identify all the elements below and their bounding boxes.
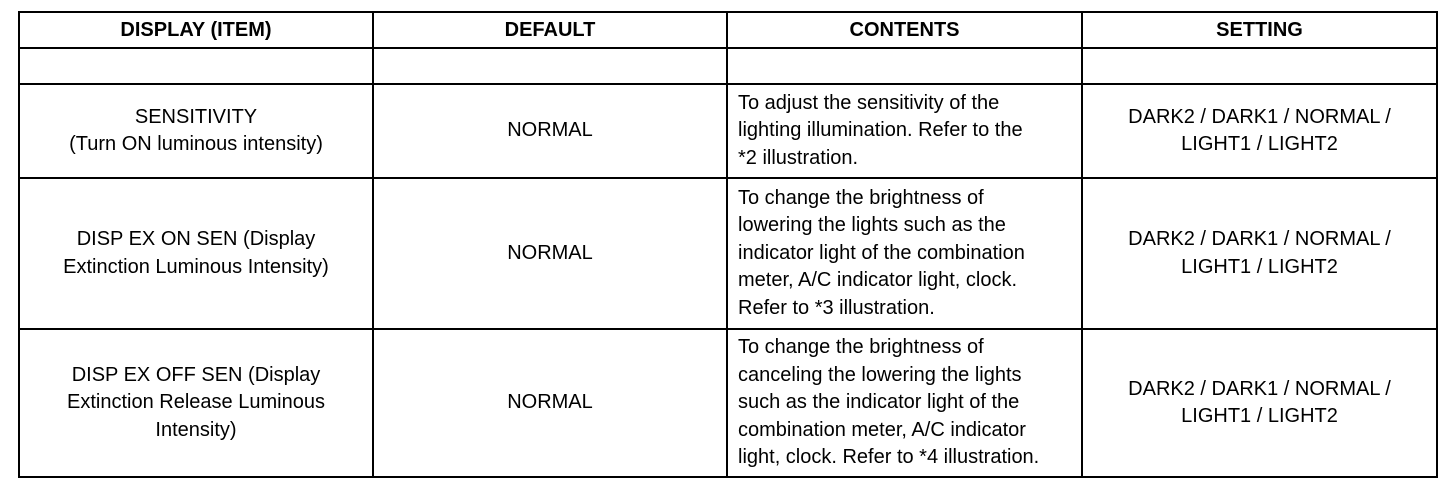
setting-cell: [1082, 178, 1437, 329]
setting-line: LIGHT1 / LIGHT2: [1181, 255, 1338, 278]
display-item-line: DISP EX OFF SEN (Display: [71, 363, 321, 386]
display-item-cell: [19, 178, 373, 329]
display-item-line: DISP EX ON SEN (Display: [76, 228, 316, 250]
header-row: [19, 12, 1437, 48]
contents-line: canceling the lowering the lights: [738, 363, 1022, 386]
contents-cell: [727, 178, 1082, 329]
contents-line: Refer to *3 illustration.: [738, 296, 935, 319]
contents-line: light, clock. Refer to *4 illustration.: [738, 446, 1040, 469]
contents-line: combination meter, A/C indicator: [738, 418, 1026, 441]
setting-line: DARK2 / DARK1 / NORMAL /: [1128, 228, 1391, 250]
contents-cell: [727, 329, 1082, 477]
header-display-item: DISPLAY (ITEM): [19, 12, 373, 48]
setting-cell: [1082, 329, 1437, 477]
contents-line: indicator light of the combination: [738, 241, 1025, 264]
display-item-line: Intensity): [155, 418, 237, 441]
header-separator: [19, 48, 1437, 84]
header-contents: CONTENTS: [727, 12, 1082, 48]
display-item-line: (Turn ON luminous intensity): [69, 133, 323, 155]
display-item-line: Extinction Release Luminous: [67, 391, 325, 414]
header-setting: SETTING: [1082, 12, 1437, 48]
contents-line: lighting illumination. Refer to the: [738, 119, 1023, 142]
display-item-cell: [19, 329, 373, 477]
setting-line: LIGHT1 / LIGHT2: [1181, 133, 1338, 155]
display-item-line: Extinction Luminous Intensity): [63, 255, 329, 278]
setting-cell: [1082, 84, 1437, 178]
contents-line: To adjust the sensitivity of the: [738, 91, 1000, 114]
default-cell: NORMAL: [373, 178, 727, 329]
contents-line: lowering the lights such as the: [738, 214, 1006, 237]
contents-cell: [727, 84, 1082, 178]
table-row: [19, 84, 1437, 178]
setting-line: LIGHT1 / LIGHT2: [1181, 405, 1338, 427]
display-item-cell: [19, 84, 373, 178]
default-cell: NORMAL: [373, 329, 727, 477]
contents-line: such as the indicator light of the: [738, 391, 1020, 414]
contents-line: To change the brightness of: [738, 186, 984, 209]
table-row: [19, 329, 1437, 477]
display-item-line: SENSITIVITY: [134, 105, 258, 128]
contents-line: *2 illustration.: [738, 146, 859, 169]
table-row: [19, 178, 1437, 329]
contents-line: To change the brightness of: [738, 336, 984, 359]
setting-line: DARK2 / DARK1 / NORMAL /: [1128, 377, 1391, 400]
contents-line: meter, A/C indicator light, clock.: [738, 269, 1018, 292]
settings-table: [18, 11, 1438, 478]
setting-line: DARK2 / DARK1 / NORMAL /: [1128, 105, 1391, 128]
header-default: DEFAULT: [373, 12, 727, 48]
default-cell: NORMAL: [373, 84, 727, 178]
